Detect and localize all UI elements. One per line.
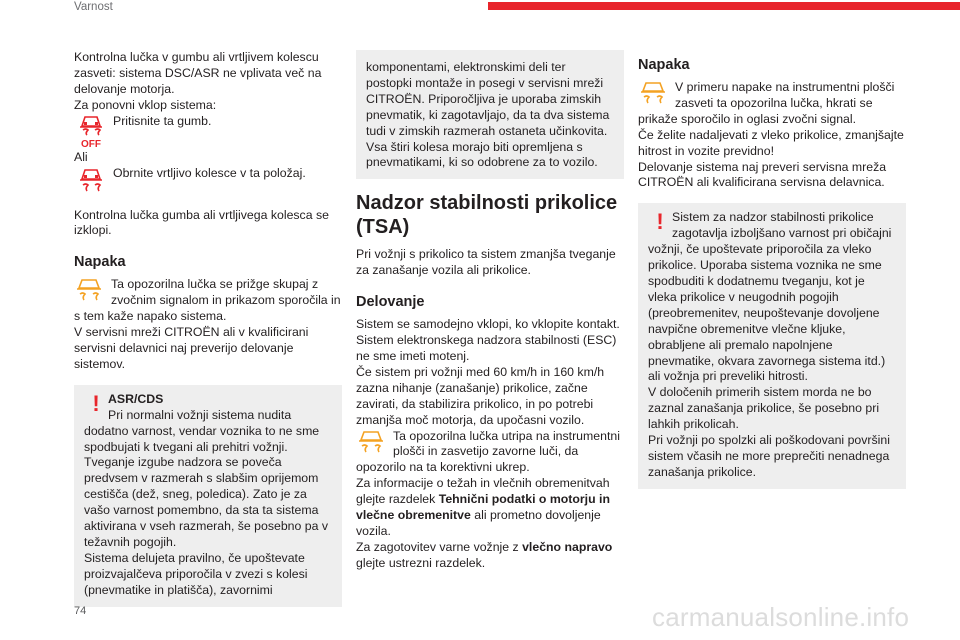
column-right — [638, 50, 906, 501]
paragraph: Pri vožnji s prikolico ta sistem zmanjša tveganje za zanašanje vozila ali prikolice. — [356, 247, 616, 278]
paragraph-reference: Za zagotovitev varne vožnje z vlečno napravo glejte ustrezni razdelek. — [356, 539, 613, 570]
page-number: 74 — [74, 605, 87, 617]
dsc-off-icon — [74, 114, 108, 150]
watermark-text: carmanualsonline.info — [652, 602, 910, 632]
paragraph: Sistem elektronskega nadzora stabilnosti (ESC) ne sme imeti motenj. — [356, 333, 617, 363]
fault-warning-row — [638, 80, 906, 112]
dsc-icon — [74, 166, 108, 200]
trailer-stability-icon — [356, 429, 388, 459]
paragraph: Kontrolna lučka gumba ali vrtljivega kolesca se izklopi. — [74, 207, 329, 238]
note-text: Sistem za nadzor stabilnosti prikolice zagotavlja izboljšano varnost pri običajni — [672, 210, 892, 241]
fault-warning-row — [74, 277, 342, 309]
note-text: Sistema delujeta pravilno, če upoštevate proizvajalčeva priporočila v zvezi s kolesi (pnevmatike in platišča), zavornimi — [84, 550, 308, 597]
paragraph: Delovanje sistema naj preveri servisna mreža CITROËN ali kvalificirana servisna delavnica. — [638, 159, 887, 190]
section-heading-operation: Delovanje — [356, 294, 425, 311]
column-middle — [356, 50, 624, 572]
note-text: vožnji, če upoštevate priporočila za vleko prikolice. Uporaba sistema voznika ne sme spodbuditi k dodatnemu tveganju, kot je vleka prikolice v neugodnih pogojih (preobremenitev, neupoštevanje dovoljene navpične obremenitve vlečne kljuke, obrabljene ali premalo napolnjene pnevmatike, okvara zavornega sistema itd.) ali vožnja pri preveliki hitrosti. — [648, 242, 886, 384]
note-text: Pri vožnji po spolzki ali poškodovani površini sistem včasih ne more preprečiti nenadnega zanašanja prikolice. — [648, 433, 890, 479]
column-left — [74, 50, 342, 619]
section-heading-fault: Napaka — [638, 57, 690, 73]
paragraph: Če sistem pri vožnji med 60 km/h in 160 km/h zazna nihanje (zanašanje) prikolice, začne zavirati, da stabilizira prikolico, in po potrebi zmanjša moč motorja, da upočasni vozilo. — [356, 364, 605, 427]
step-press-button — [74, 114, 342, 150]
warning-text: V primeru napake na instrumentni plošči zasveti ta opozorilna lučka, hkrati se — [675, 80, 895, 110]
section-heading-fault: Napaka — [74, 254, 126, 271]
svg-text:OFF: OFF — [81, 138, 101, 150]
reference-link: Tehnični podatki o motorju in vlečne obremenitve — [356, 492, 610, 523]
paragraph-reference: Za informacije o težah in vlečnih obremenitvah glejte razdelek Tehnični podatki o motorju in vlečne obremenitve ali prometno dovoljenje vozila. — [356, 476, 610, 538]
step-text: Pritisnite ta gumb. — [113, 113, 212, 128]
paragraph: Sistem se samodejno vklopi, ko vklopite kontakt. — [356, 317, 620, 332]
paragraph: prikaže sporočilo in oglasi zvočni signal. — [638, 111, 857, 126]
reference-link: vlečno napravo — [522, 539, 613, 554]
paragraph: Za ponovni vklop sistema: — [74, 97, 217, 112]
step-turn-knob — [74, 166, 342, 200]
or-text: Ali — [74, 149, 88, 164]
warning-note-continued — [356, 50, 624, 179]
warning-note-asr-cds — [74, 385, 342, 607]
trailer-stability-icon — [74, 277, 106, 307]
trailer-stability-icon — [638, 80, 670, 110]
warning-text: Ta opozorilna lučka se prižge skupaj z zvočnim signalom in prikazom sporočila in — [111, 277, 341, 308]
note-text: komponentami, elektronskimi deli ter postopki montaže in posegi v servisni mreži CITROËN. Priporočljiva je uporaba zimskih pnevmatik, ki zagotavljajo, da ta dva sistema tudi v zimskih razmerah ostaneta učinkovita. Vsa štiri kolesa morajo biti opremljena s pnevmatikami, ki so odobrene za to vozilo. — [366, 60, 610, 170]
warning-note-tsa — [638, 203, 906, 488]
operation-warning-row — [356, 429, 624, 461]
paragraph: Kontrolna lučka v gumbu ali vrtljivem kolescu zasveti: sistema DSC/ASR ne vplivata več na delovanje motorja. — [74, 50, 322, 96]
note-title: ASR/CDS — [108, 391, 164, 406]
page-header-title: Varnost — [74, 1, 113, 13]
step-text: Obrnite vrtljivo kolesce v ta položaj. — [113, 165, 306, 180]
section-heading-tsa: Nadzor stabilnosti prikolice (TSA) — [356, 192, 618, 239]
warning-text: Ta opozorilna lučka utripa na instrumentni plošči in zasvetijo zavorne luči, da — [393, 428, 620, 459]
note-text: Pri normalni vožnji sistema nudita — [108, 407, 292, 422]
paragraph: V servisni mreži CITROËN ali v kvalificirani servisni delavnici naj preverijo delovanje sistemov. — [74, 325, 309, 371]
paragraph: Če želite nadaljevati z vleko prikolice, zmanjšajte hitrost in vozite previdno! — [638, 127, 904, 158]
note-text: dodatno varnost, vendar voznika to ne sme spodbujati k tvegani ali prehitri vožnji. Tveganje izgube nadzora se poveča predvsem v razmerah s slabšim oprijemom cestišča (dež, sneg, poledica). Zato je za vašo varnost pomembno, da sta ta sistema aktivirana v vseh razmerah, še posebno pa v težavnih pogojih. — [84, 423, 329, 549]
note-text: V določenih primerih sistem morda ne bo zaznal zanašanja prikolice, še posebno pri lahkih prikolicah. — [648, 385, 880, 432]
paragraph: opozorilo na ta korektivni ukrep. — [356, 460, 530, 475]
paragraph: s tem kaže napako sistema. — [74, 309, 227, 324]
header-accent-bar — [488, 2, 960, 10]
warning-exclamation-icon: ! — [656, 209, 664, 235]
warning-exclamation-icon: ! — [92, 390, 100, 416]
